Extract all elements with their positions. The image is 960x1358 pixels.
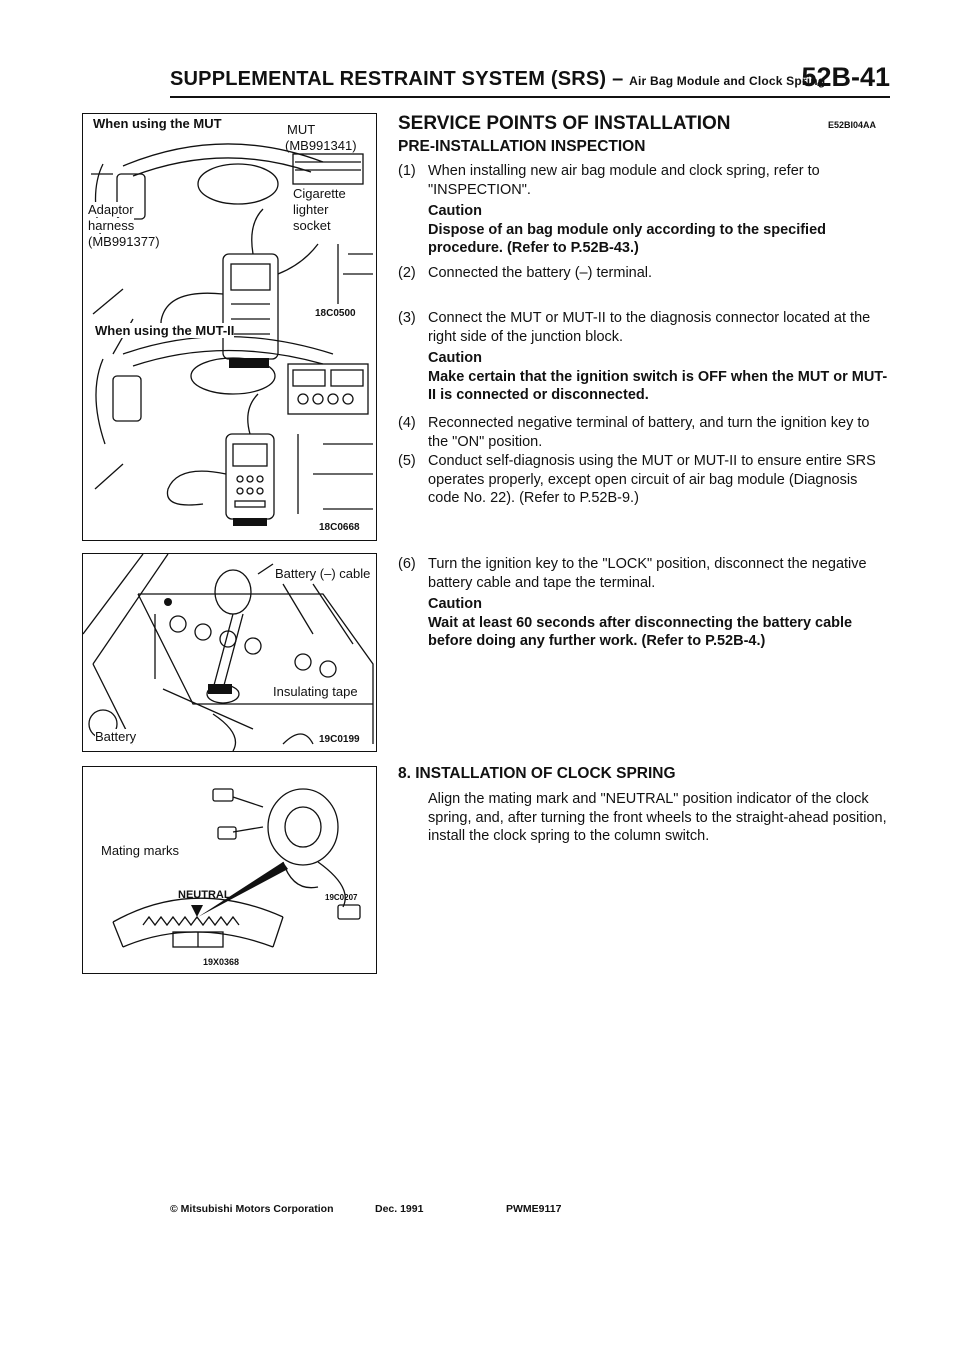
caution-heading: Caution <box>428 203 482 219</box>
figure-mut-connection <box>82 113 377 541</box>
fig3-code: 19X0368 <box>203 957 240 967</box>
fig1-label-adaptor: Adaptor <box>88 202 134 217</box>
fig2-label-battery: Battery <box>95 729 137 744</box>
header-dash: – <box>612 68 624 90</box>
section-8-text: Align the mating mark and "NEUTRAL" position indicator of the clock spring, and, after turning the front wheels to the straight-ahead position, install the clock spring to the column switch. <box>428 791 887 844</box>
battery-illustration <box>83 554 376 751</box>
fig2-label-insulating-tape: Insulating tape <box>273 684 358 699</box>
header-rule <box>170 96 890 98</box>
caution-text: Wait at least 60 seconds after disconnecting the battery cable before doing any further work. (Refer to P.52B-4.) <box>428 614 853 649</box>
clock-spring-illustration <box>83 767 376 973</box>
fig2-code: 19C0199 <box>319 734 360 745</box>
step-number: (6) <box>398 556 416 572</box>
step-1 <box>398 162 888 258</box>
step-2 <box>398 264 888 283</box>
fig1-label-harness: harness <box>88 218 135 233</box>
footer-doc-code: PWME9117 <box>506 1203 562 1215</box>
caution-text: Make certain that the ignition switch is OFF when the MUT or MUT-II is connected or disconnected. <box>428 368 888 403</box>
fig3-label-mating-marks: Mating marks <box>101 843 180 858</box>
step-number: (4) <box>398 415 416 431</box>
section-8-title: 8. INSTALLATION OF CLOCK SPRING <box>398 765 676 782</box>
footer-date: Dec. 1991 <box>375 1203 424 1215</box>
header-title-line <box>170 68 825 91</box>
fig3-code-small: 19C0207 <box>325 893 358 902</box>
step-text: Turn the ignition key to the "LOCK" position, disconnect the negative battery cable and tape the terminal. <box>428 556 867 591</box>
step-text: Connected the battery (–) terminal. <box>428 265 653 281</box>
fig1-label-socket: socket <box>293 218 331 233</box>
fig1-label-when-mut: When using the MUT <box>93 116 222 131</box>
subsection-title: PRE-INSTALLATION INSPECTION <box>398 138 646 155</box>
fig1-label-cigarette: Cigarette <box>293 186 346 201</box>
step-text: Conduct self-diagnosis using the MUT or MUT-II to ensure entire SRS operates properly, except open circuit of air bag module (Diagnosis code No. 22). (Refer to P.52B-9.) <box>428 453 876 506</box>
footer-copyright: © Mitsubishi Motors Corporation <box>170 1203 334 1215</box>
fig1-code-upper: 18C0500 <box>315 308 356 319</box>
fig1-label-lighter: lighter <box>293 202 329 217</box>
step-number: (2) <box>398 265 416 281</box>
section-code: E52BI04AA <box>828 120 877 130</box>
figure-clock-spring <box>82 766 377 974</box>
step-number: (3) <box>398 310 416 326</box>
fig3-label-neutral: NEUTRAL <box>178 889 231 901</box>
fig1-label-mut-part-number: (MB991341) <box>285 138 357 153</box>
header-subtitle: Air Bag Module and Clock Spring <box>629 74 826 88</box>
step-6 <box>398 555 888 651</box>
caution-heading: Caution <box>428 596 482 612</box>
fig1-label-adaptor-part-number: (MB991377) <box>88 234 160 249</box>
figure-battery <box>82 553 377 752</box>
step-number: (5) <box>398 453 416 469</box>
caution-text: Dispose of an bag module only according to the specified procedure. (Refer to P.52B-43.) <box>428 221 826 256</box>
section-title: SERVICE POINTS OF INSTALLATION <box>398 113 731 134</box>
caution-heading: Caution <box>428 350 482 366</box>
page-header <box>170 62 890 100</box>
step-number: (1) <box>398 163 416 179</box>
fig1-label-when-mut-ii: When using the MUT-II <box>95 323 235 338</box>
header-title: SUPPLEMENTAL RESTRAINT SYSTEM (SRS) <box>170 68 607 90</box>
step-4 <box>398 414 888 451</box>
page-number: 52B-41 <box>801 62 890 92</box>
fig2-label-battery-cable: Battery (–) cable <box>275 566 371 581</box>
step-text: Connect the MUT or MUT-II to the diagnosis connector located at the right side of the junction block. <box>428 310 871 345</box>
fig1-code-lower: 18C0668 <box>319 522 360 533</box>
step-text: Reconnected negative terminal of battery, and turn the ignition key to the "ON" position. <box>428 415 870 450</box>
step-5 <box>398 452 888 508</box>
fig1-label-mut: MUT <box>287 122 316 137</box>
step-3 <box>398 309 888 405</box>
step-text: When installing new air bag module and clock spring, refer to "INSPECTION". <box>428 163 820 198</box>
